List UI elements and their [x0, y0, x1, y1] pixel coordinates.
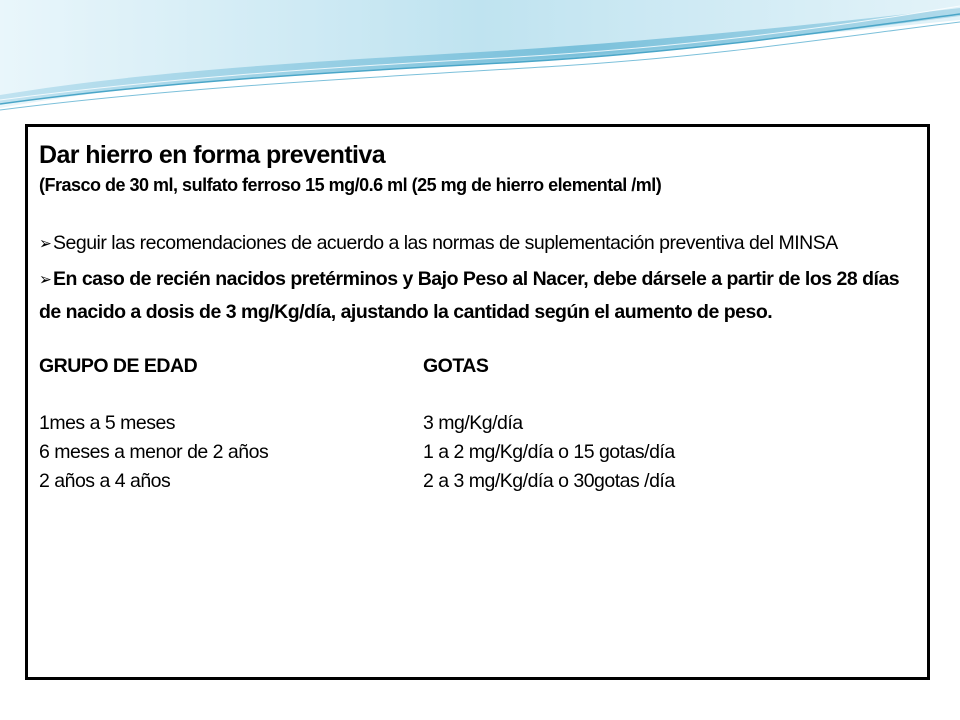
age-group-cell: 2 años a 4 años	[39, 470, 171, 492]
dosage-table	[39, 352, 917, 496]
table-row	[39, 408, 917, 438]
bullet-item	[39, 263, 917, 328]
table-row	[39, 438, 917, 466]
header-drops: GOTAS	[423, 355, 489, 377]
age-group-cell: 6 meses a menor de 2 años	[39, 441, 269, 463]
arrow-bullet-icon: ➢	[39, 234, 52, 254]
dose-cell: 1 a 2 mg/Kg/día o 15 gotas/día	[423, 441, 675, 463]
header-wave-decoration	[0, 0, 960, 130]
dose-cell: 2 a 3 mg/Kg/día o 30gotas /día	[423, 470, 675, 492]
content-inner	[39, 139, 917, 496]
bullet-text: En caso de recién nacidos pretérminos y Bajo Peso al Nacer, debe dársele a partir de los 28 días de nacido a dosis de 3 mg/Kg/día, ajustando la cantidad según el aumento de peso.	[39, 268, 900, 323]
dose-cell: 3 mg/Kg/día	[423, 412, 523, 434]
bullet-item	[39, 229, 917, 259]
bullet-text: Seguir las recomendaciones de acuerdo a las normas de suplementación preventiva del MINSA	[53, 232, 838, 254]
slide-subtitle: (Frasco de 30 ml, sulfato ferroso 15 mg/0.6 ml (25 mg de hierro elemental /ml)	[39, 175, 662, 195]
age-group-cell: 1mes a 5 meses	[39, 412, 176, 434]
header-age-group: GRUPO DE EDAD	[39, 355, 198, 377]
arrow-bullet-icon: ➢	[39, 270, 52, 290]
table-header-row	[39, 352, 917, 380]
slide-title: Dar hierro en forma preventiva	[39, 141, 386, 169]
content-box	[25, 124, 930, 680]
table-row	[39, 466, 917, 496]
